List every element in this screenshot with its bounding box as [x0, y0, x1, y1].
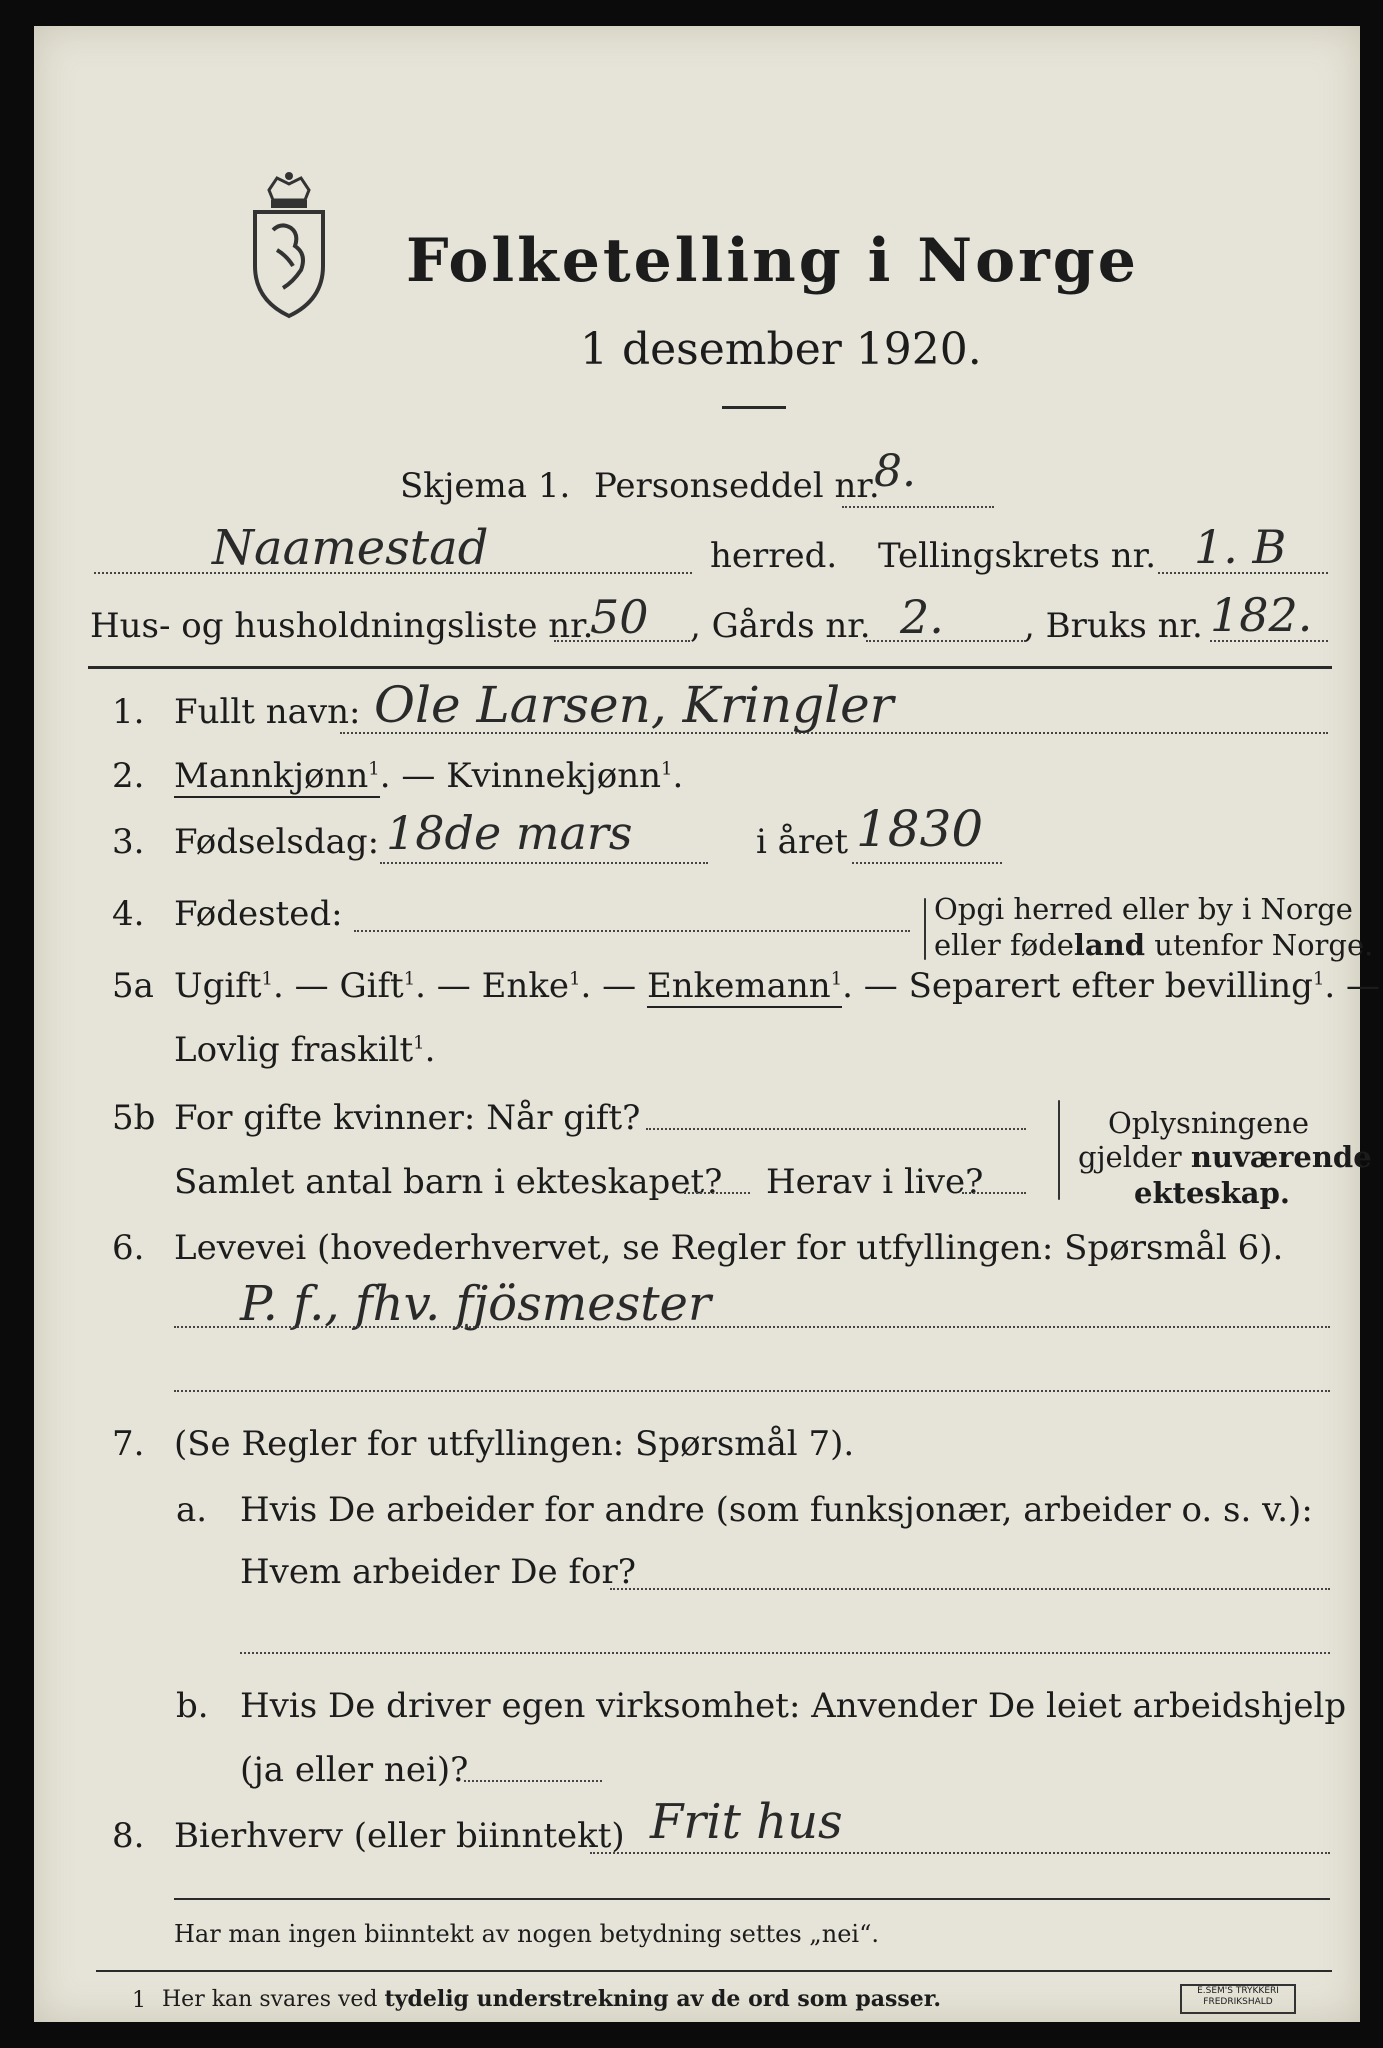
q7b-yesno-label: (ja eller nei)?	[240, 1750, 469, 1790]
q7a-who-label: Hvem arbeider De for?	[240, 1552, 636, 1592]
form-title: Folketelling i Norge	[406, 226, 1139, 296]
q6-number: 6.	[112, 1228, 145, 1268]
herred-label: herred.	[710, 536, 838, 576]
q6-label: Levevei (hovederhvervet, se Regler for utfyllingen: Spørsmål 6).	[174, 1228, 1284, 1268]
census-form	[34, 26, 1381, 2022]
q3-label: Fødselsdag:	[174, 822, 380, 862]
q5b-live-line	[962, 1192, 1026, 1194]
q3-value: 18de mars	[386, 806, 633, 860]
q3-line	[380, 862, 708, 864]
bruks-label: , Bruks nr.	[1024, 606, 1203, 646]
q7a-line1	[610, 1588, 1330, 1590]
q5b-barn-label: Samlet antal barn i ekteskapet?	[174, 1162, 723, 1202]
q7-number: 7.	[112, 1424, 145, 1464]
q3-year-value: 1830	[856, 800, 984, 858]
q5b-brace	[1058, 1100, 1060, 1200]
q4-number: 4.	[112, 894, 145, 934]
q6-line1	[174, 1326, 1330, 1328]
q4-note-line2: eller fødeland utenfor Norge.	[934, 928, 1374, 962]
q5a-options: Ugift$^1$. — Gift$^1$. — Enke$^1$. — Enkemann$^1$. — Separert efter bevilling$^1$. —	[174, 966, 1381, 1006]
q3-number: 3.	[112, 822, 145, 862]
q5b-line	[646, 1128, 1026, 1130]
census-date: 1 desember 1920.	[580, 324, 982, 375]
q5b-note-line3: ekteskap.	[1134, 1176, 1290, 1210]
personseddel-value: 8.	[874, 446, 916, 497]
personseddel-line	[842, 506, 994, 508]
q2-male-option: Mannkjønn$^1$	[174, 756, 380, 796]
q5b-live-label: Herav i live?	[766, 1162, 984, 1202]
q2-female-option: Kvinnekjønn$^1$	[446, 756, 673, 796]
note-divider	[174, 1898, 1330, 1900]
personseddel-label: Personseddel nr.	[594, 466, 880, 506]
q1-value: Ole Larsen, Kringler	[374, 676, 894, 734]
footnote-text: Her kan svares ved tydelig understrekning av de ord som passer.	[162, 1986, 942, 2012]
footnote-number: 1	[132, 1988, 146, 2013]
nei-note: Har man ingen biinntekt av nogen betydning settes „nei“.	[174, 1920, 879, 1948]
q8-value: Frit hus	[650, 1794, 843, 1850]
printer-stamp: E.SEM'S TRYKKERI FREDRIKSHALD	[1180, 1984, 1296, 2014]
q8-number: 8.	[112, 1816, 145, 1856]
q6-line2	[174, 1390, 1330, 1392]
q7a-label: Hvis De arbeider for andre (som funksjonær, arbeider o. s. v.):	[240, 1490, 1313, 1530]
q3-year-line	[852, 862, 1002, 864]
q2-options: Mannkjønn$^1$. — Kvinnekjønn$^1$.	[174, 756, 684, 796]
hus-value: 50	[590, 590, 649, 644]
q6-value: P. f., fhv. fjösmester	[240, 1276, 711, 1332]
q5b-label: For gifte kvinner: Når gift?	[174, 1098, 641, 1138]
q5b-number: 5b	[112, 1098, 156, 1138]
hus-label: Hus- og husholdningsliste nr.	[90, 606, 594, 646]
q1-label: Fullt navn:	[174, 692, 361, 732]
q4-brace	[924, 898, 926, 960]
tellingskrets-label: Tellingskrets nr.	[878, 536, 1157, 576]
gards-label: , Gårds nr.	[690, 606, 871, 646]
footnote-divider	[96, 1970, 1332, 1972]
q5b-note-line2: gjelder nuværende	[1078, 1140, 1372, 1174]
q7a-line2	[240, 1652, 1330, 1654]
q5a-lovlig: Lovlig fraskilt$^1$.	[174, 1030, 436, 1070]
q7b-line	[464, 1780, 602, 1782]
q5a-number: 5a	[112, 966, 154, 1006]
q4-label: Fødested:	[174, 894, 343, 934]
q7b-label: Hvis De driver egen virksomhet: Anvender De leiet arbeidshjelp	[240, 1686, 1347, 1726]
q8-label: Bierhverv (eller biinntekt)	[174, 1816, 625, 1856]
section-divider	[88, 666, 1332, 669]
q4-note-line1: Opgi herred eller by i Norge	[934, 892, 1353, 926]
q2-number: 2.	[112, 756, 145, 796]
q4-line	[354, 930, 910, 932]
tellingskrets-value: 1. B	[1194, 520, 1287, 574]
q5b-note-line1: Oplysningene	[1108, 1106, 1310, 1140]
q5a-enkemann-option: Enkemann$^1$	[646, 966, 843, 1006]
gards-line	[866, 640, 1026, 642]
herred-value: Naamestad	[212, 520, 489, 576]
q5b-barn-line	[684, 1192, 750, 1194]
q3-year-label: i året	[756, 822, 848, 862]
skjema-label: Skjema 1.	[400, 466, 571, 506]
q7a-number: a.	[176, 1490, 208, 1530]
q1-number: 1.	[112, 692, 145, 732]
q8-line	[590, 1852, 1330, 1854]
q7b-number: b.	[176, 1686, 209, 1726]
title-divider	[722, 406, 786, 409]
bruks-value: 182.	[1210, 588, 1313, 642]
coat-of-arms-icon	[247, 170, 331, 320]
q7-label: (Se Regler for utfyllingen: Spørsmål 7).	[174, 1424, 855, 1464]
gards-value: 2.	[900, 590, 944, 644]
